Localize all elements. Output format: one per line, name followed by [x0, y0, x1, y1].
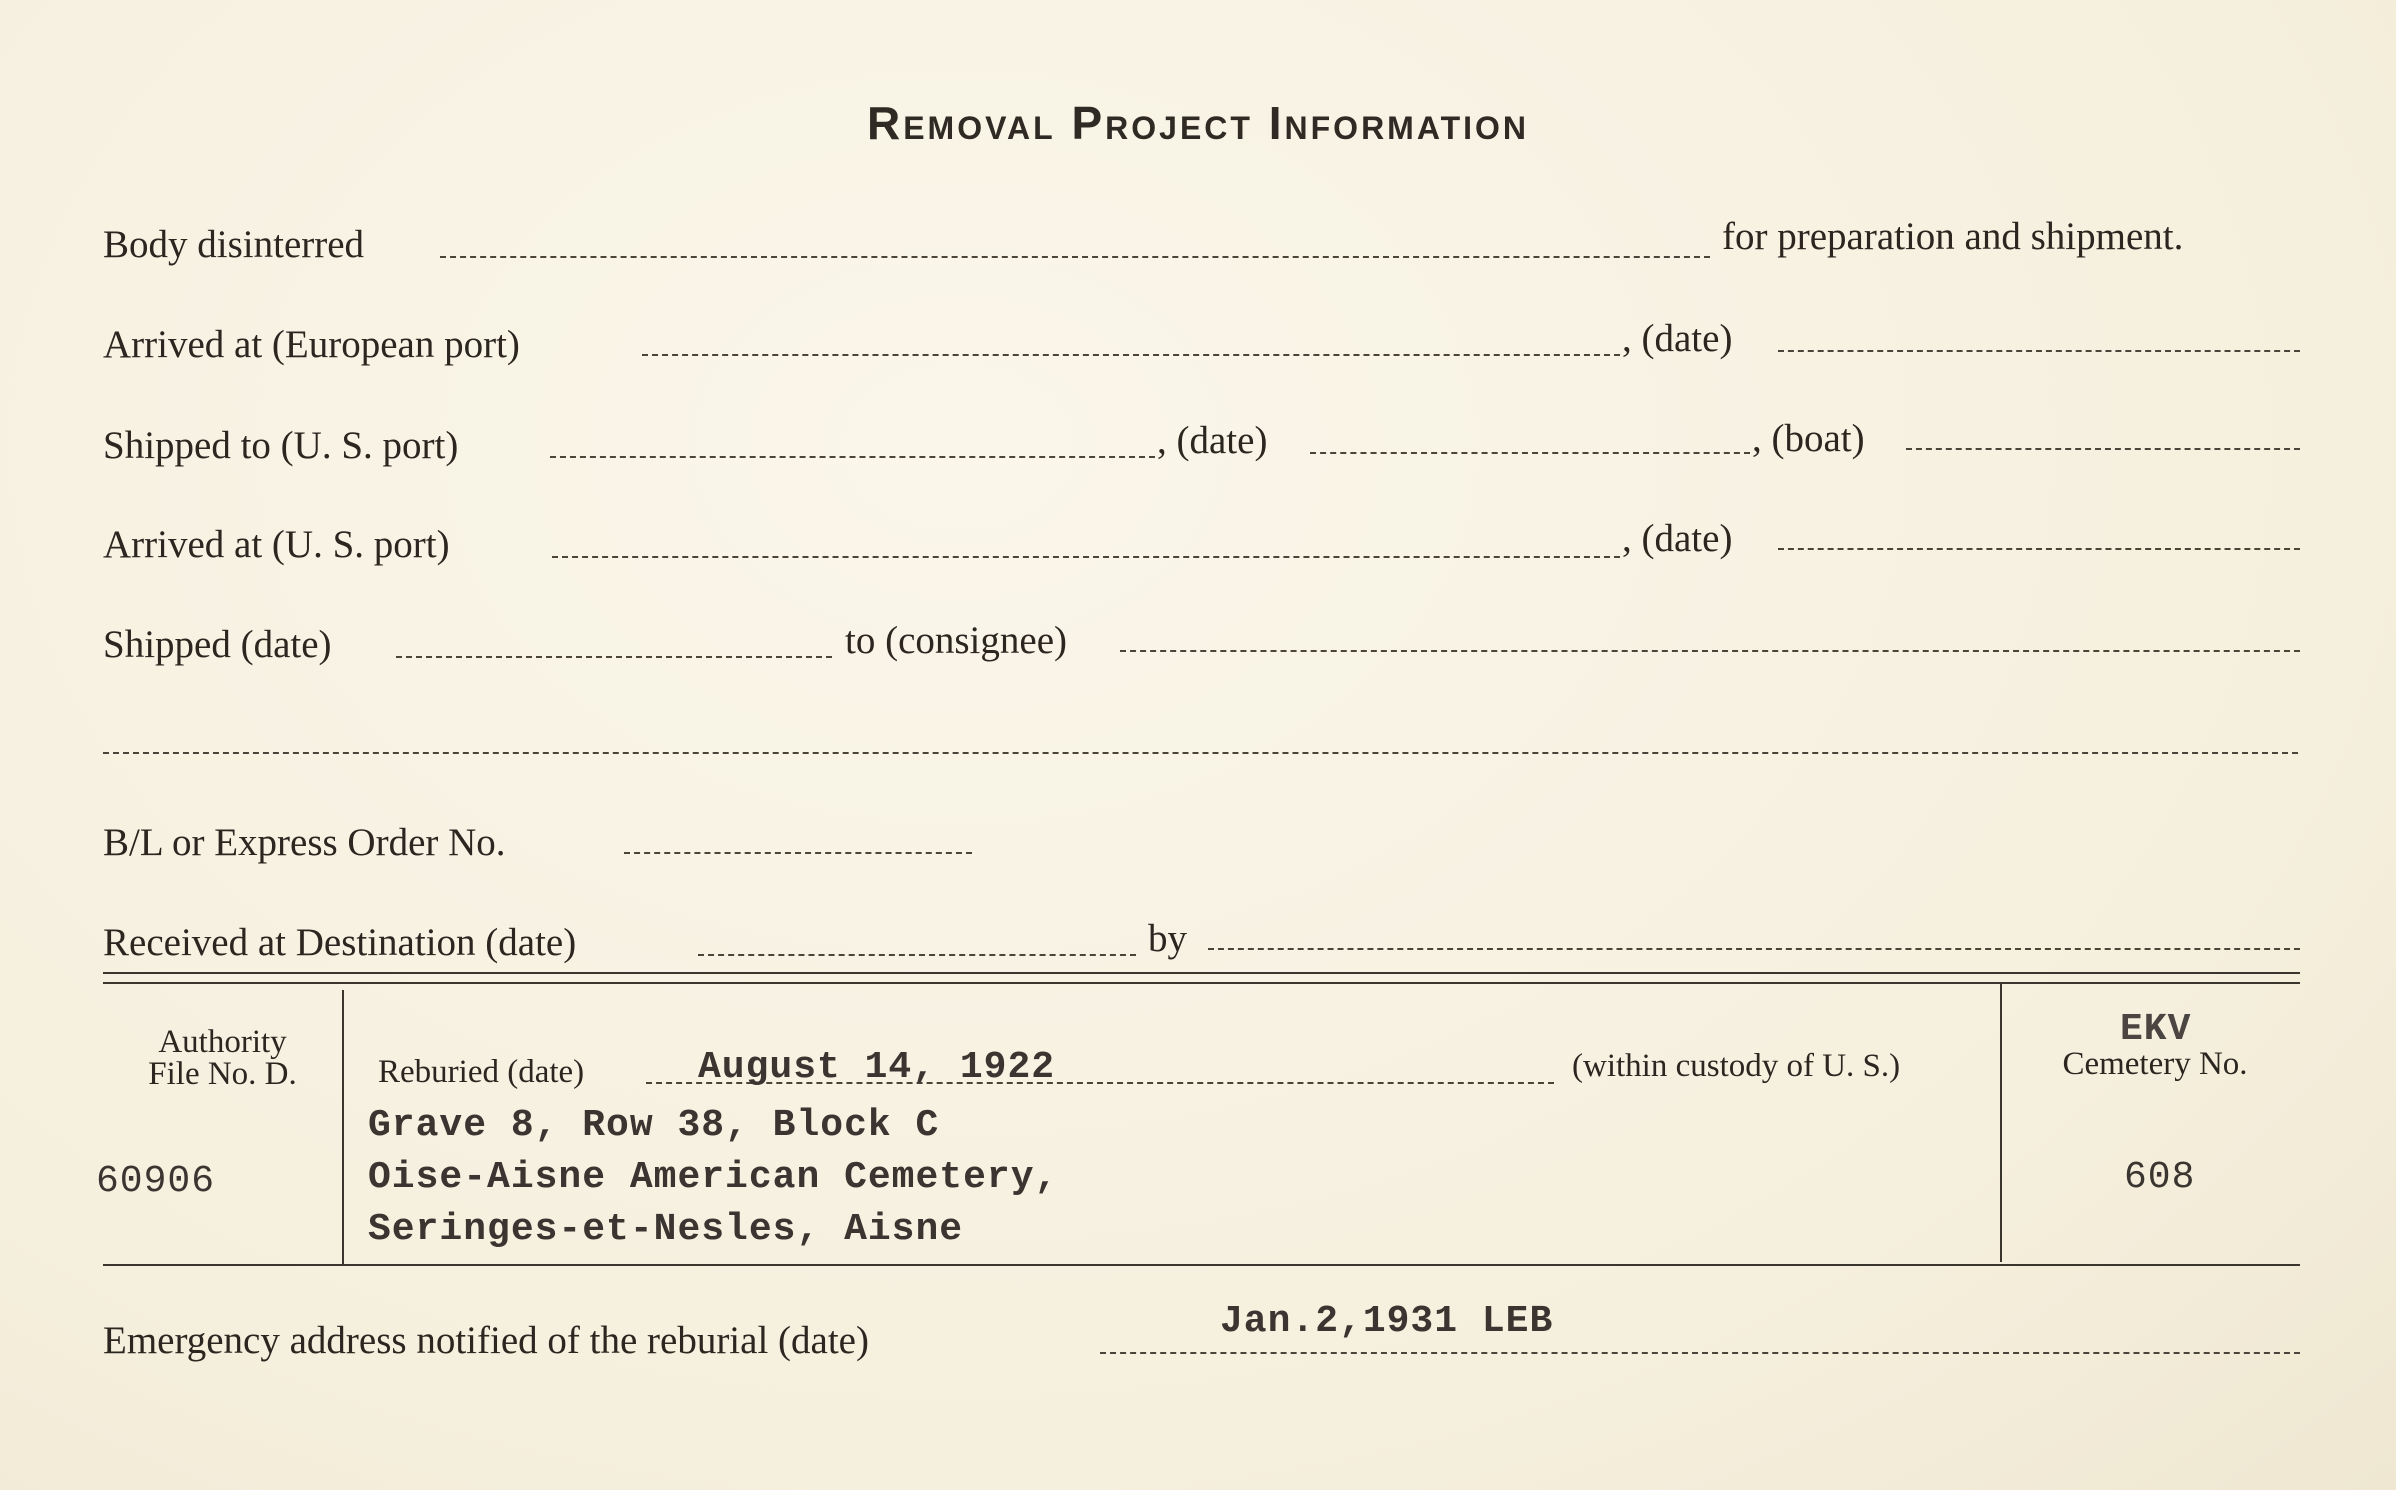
cemetery-no-label: Cemetery No. — [2062, 1046, 2248, 1082]
body-disinterred-label: Body disinterred — [103, 223, 365, 266]
page-title: Removal Project Information — [866, 97, 1530, 149]
emergency-date-value: Jan.2,1931 LEB — [1220, 1300, 1554, 1343]
boat-label: , (boat) — [1752, 417, 1865, 460]
cemetery-number: 608 — [2124, 1156, 2196, 1199]
box-bottom-rule — [103, 1264, 2300, 1266]
consignee-field — [1120, 650, 2300, 652]
arrived-us-port-label: Arrived at (U. S. port) — [103, 523, 450, 566]
authority-label: Authority — [158, 1024, 287, 1060]
arrived-european-port-label: Arrived at (European port) — [103, 323, 520, 366]
shipped-date-field — [1310, 452, 1750, 454]
consignee-continuation-field — [103, 752, 2298, 754]
emergency-date-field — [1100, 1352, 2300, 1354]
received-destination-label: Received at Destination (date) — [103, 921, 577, 964]
consignee-label: to (consignee) — [845, 619, 1068, 662]
european-date-field — [1778, 350, 2300, 352]
cemetery-divider — [2000, 984, 2002, 1262]
received-date-field — [698, 954, 1136, 956]
custody-label: (within custody of U. S.) — [1572, 1048, 1901, 1084]
authority-divider — [342, 990, 344, 1266]
file-no-label: File No. D. — [148, 1056, 297, 1092]
authority-file-number: 60906 — [96, 1160, 216, 1203]
box-top-rule — [103, 972, 2300, 974]
bl-express-order-field — [624, 852, 972, 854]
by-label: by — [1148, 917, 1187, 960]
us-port-arrived-field — [552, 556, 1620, 558]
shipped-date-row-label: Shipped (date) — [103, 623, 332, 666]
bl-express-order-label: B/L or Express Order No. — [103, 821, 506, 864]
european-date-label: , (date) — [1622, 317, 1733, 360]
shipped-date-label: , (date) — [1157, 419, 1268, 462]
emergency-label: Emergency address notified of the reburial (date) — [103, 1319, 869, 1362]
cemetery-location-line: Seringes-et-Nesles, Aisne — [368, 1208, 964, 1251]
arrived-date-label: , (date) — [1622, 517, 1733, 560]
box-top-rule-inner — [103, 982, 2300, 984]
reburied-date-value: August 14, 1922 — [698, 1046, 1056, 1089]
arrived-date-field — [1778, 548, 2300, 550]
initials-stamp: EKV — [2120, 1008, 2192, 1051]
cemetery-name-line: Oise-Aisne American Cemetery, — [368, 1156, 1059, 1199]
shipped-us-port-label: Shipped to (U. S. port) — [103, 424, 459, 467]
us-port-shipped-field — [550, 456, 1155, 458]
reburied-label: Reburied (date) — [378, 1054, 585, 1090]
grave-location-line: Grave 8, Row 38, Block C — [368, 1104, 940, 1147]
preparation-shipment-label: for preparation and shipment. — [1722, 215, 2184, 258]
received-by-field — [1208, 948, 2300, 950]
european-port-field — [642, 354, 1620, 356]
body-disinterred-field — [440, 256, 1710, 258]
boat-field — [1906, 448, 2300, 450]
shipped-row-date-field — [396, 656, 832, 658]
